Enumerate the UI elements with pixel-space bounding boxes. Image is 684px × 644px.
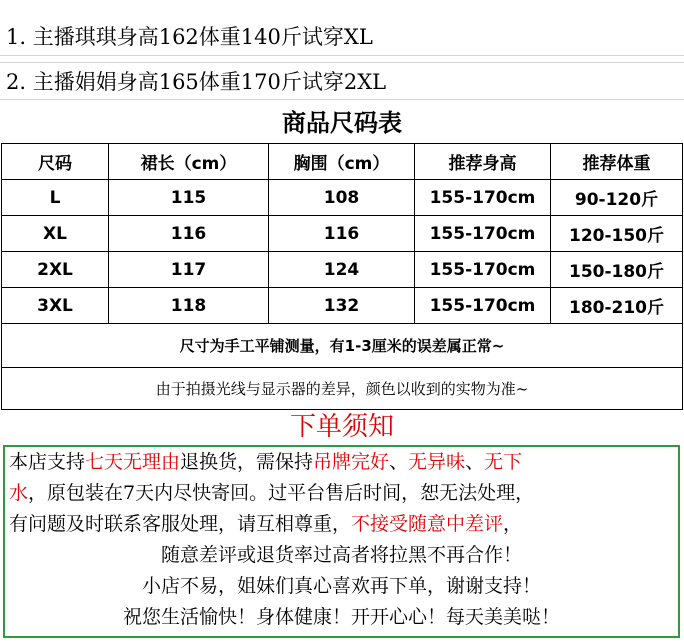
table-header-row bbox=[2, 144, 683, 180]
cell-length: 116 bbox=[109, 216, 269, 252]
notice-highlight: 无下 bbox=[484, 451, 523, 473]
notice-line: 随意差评或退货率过高者将拉黑不再合作！ bbox=[160, 544, 522, 566]
header-height: 推荐身高 bbox=[415, 144, 551, 180]
table-row bbox=[2, 288, 683, 324]
cell-bust: 108 bbox=[269, 180, 415, 216]
cell-weight: 120-150斤 bbox=[551, 216, 683, 252]
model-info-2: 2. 主播娟娟身高165体重170斤试穿2XL bbox=[0, 62, 684, 100]
notice-text: 、 bbox=[465, 451, 485, 473]
notice-highlight: 吊牌完好 bbox=[313, 451, 390, 473]
cell-length: 118 bbox=[109, 288, 269, 324]
cell-bust: 132 bbox=[269, 288, 415, 324]
cell-size: 2XL bbox=[2, 252, 109, 288]
color-note: 由于拍摄光线与显示器的差异，颜色以收到的实物为准~ bbox=[2, 368, 683, 410]
cell-size: XL bbox=[2, 216, 109, 252]
notice-text: 有问题及时联系客服处理，请互相尊重， bbox=[9, 513, 352, 535]
header-length: 裙长（cm） bbox=[109, 144, 269, 180]
order-notice-box bbox=[3, 445, 680, 638]
cell-size: L bbox=[2, 180, 109, 216]
notice-line: 祝您生活愉快！身体健康！开开心心！每天美美哒！ bbox=[122, 606, 560, 628]
header-bust: 胸围（cm） bbox=[269, 144, 415, 180]
measurement-note: 尺寸为手工平铺测量，有1-3厘米的误差属正常~ bbox=[2, 324, 683, 368]
notice-line bbox=[9, 478, 674, 509]
order-notice-title: 下单须知 bbox=[289, 412, 394, 442]
color-note-row bbox=[2, 368, 683, 410]
notice-text: 本店支持 bbox=[9, 451, 86, 473]
cell-height: 155-170cm bbox=[415, 216, 551, 252]
notice-highlight: 七天无理由 bbox=[85, 451, 181, 473]
notice-highlight: 水 bbox=[9, 482, 29, 504]
table-row bbox=[2, 216, 683, 252]
notice-line bbox=[9, 509, 674, 540]
cell-weight: 150-180斤 bbox=[551, 252, 683, 288]
table-row bbox=[2, 252, 683, 288]
notice-text: ， bbox=[503, 513, 523, 535]
cell-height: 155-170cm bbox=[415, 252, 551, 288]
notice-line: 小店不易，姐妹们真心喜欢再下单，谢谢支持！ bbox=[141, 575, 541, 597]
notice-text: 退换货，需保持 bbox=[180, 451, 314, 473]
notice-highlight: 无异味 bbox=[408, 451, 466, 473]
cell-height: 155-170cm bbox=[415, 180, 551, 216]
model-info-1: 1. 主播琪琪身高162体重140斤试穿XL bbox=[0, 18, 684, 56]
header-size: 尺码 bbox=[2, 144, 109, 180]
cell-weight: 180-210斤 bbox=[551, 288, 683, 324]
cell-weight: 90-120斤 bbox=[551, 180, 683, 216]
notice-highlight: 不接受随意中差评 bbox=[351, 513, 504, 535]
table-row bbox=[2, 180, 683, 216]
notice-line bbox=[9, 447, 674, 478]
measurement-note-row bbox=[2, 324, 683, 368]
notice-text: ，原包装在7天内尽快寄回。过平台售后时间，恕无法处理， bbox=[28, 482, 535, 504]
header-weight: 推荐体重 bbox=[551, 144, 683, 180]
cell-length: 117 bbox=[109, 252, 269, 288]
size-chart-table bbox=[1, 143, 683, 410]
cell-length: 115 bbox=[109, 180, 269, 216]
cell-height: 155-170cm bbox=[415, 288, 551, 324]
size-chart-title: 商品尺码表 bbox=[282, 109, 402, 137]
cell-bust: 116 bbox=[269, 216, 415, 252]
cell-size: 3XL bbox=[2, 288, 109, 324]
notice-text: 、 bbox=[389, 451, 409, 473]
cell-bust: 124 bbox=[269, 252, 415, 288]
